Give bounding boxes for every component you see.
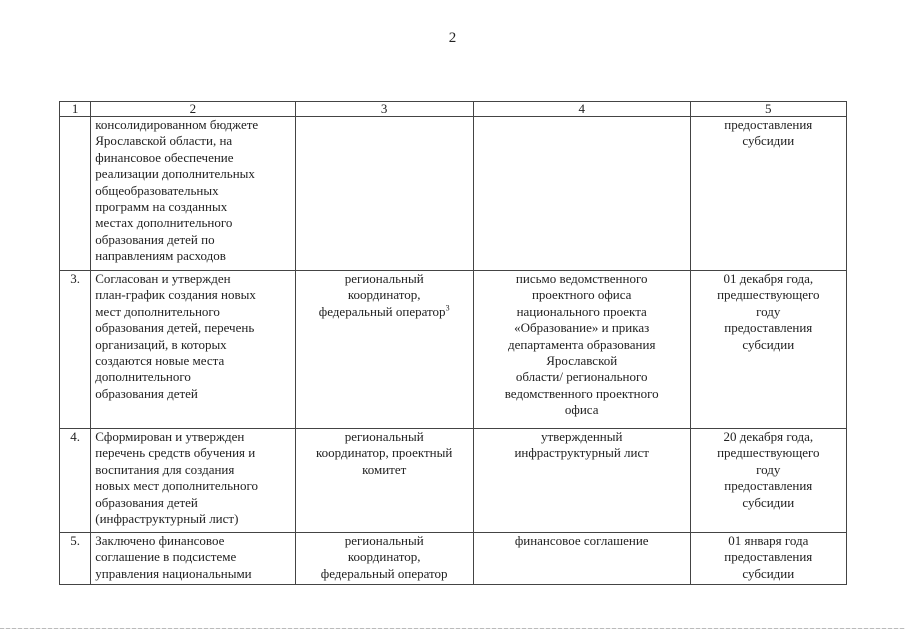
deadline-cell: 20 декабря года, предшествующего году предоставления субсидии (717, 429, 820, 510)
table-row (60, 429, 847, 533)
table-row (60, 117, 847, 271)
responsible-cell: региональный координатор, проектный комитет (316, 429, 453, 477)
scan-edge-divider (0, 628, 905, 629)
document-table (59, 101, 847, 585)
table-header-row (60, 102, 847, 117)
row-number: 5. (60, 533, 91, 585)
action-cell: Сформирован и утвержден перечень средств обучения и воспитания для создания новых мест дополнительного образования детей (инфраструктурный лист) (95, 429, 259, 527)
page-number: 2 (448, 30, 457, 46)
header-cell: 4 (473, 102, 690, 117)
header-cell: 1 (60, 102, 91, 117)
responsible-cell: региональный координатор, федеральный оператор (320, 533, 448, 581)
header-cell: 5 (690, 102, 846, 117)
table-row (60, 271, 847, 429)
document-cell: утвержденный инфраструктурный лист (514, 429, 649, 461)
document-cell: письмо ведомственного проектного офиса национального проекта «Образование» и приказ департамента образования Ярославской области/ регионального ведомственного проектного офиса (504, 271, 659, 418)
deadline-cell: предоставления субсидии (724, 117, 813, 149)
row-number (60, 117, 91, 271)
row-number: 4. (60, 429, 91, 533)
responsible-text: региональный координатор, федеральный оператор (318, 271, 446, 319)
table-row (60, 533, 847, 585)
deadline-cell: 01 декабря года, предшествующего году предоставления субсидии (717, 271, 820, 352)
row-number: 3. (60, 271, 91, 429)
action-cell: консолидированном бюджете Ярославской области, на финансовое обеспечение реализации дополнительных общеобразовательных программ на созданных местах дополнительного образования детей по направлениям расходов (95, 117, 259, 264)
deadline-cell: 01 января года предоставления субсидии (724, 533, 813, 581)
action-cell: Согласован и утвержден план-график создания новых мест дополнительного образования детей, перечень организаций, в которых создаются новые места дополнительного образования детей (95, 271, 256, 401)
header-cell: 2 (91, 102, 295, 117)
document-cell: финансовое соглашение (514, 533, 649, 548)
action-cell: Заключено финансовое соглашение в подсистеме управления национальными (95, 533, 252, 581)
header-cell: 3 (295, 102, 473, 117)
footnote-marker: 3 (445, 303, 450, 313)
responsible-cell (300, 271, 469, 320)
